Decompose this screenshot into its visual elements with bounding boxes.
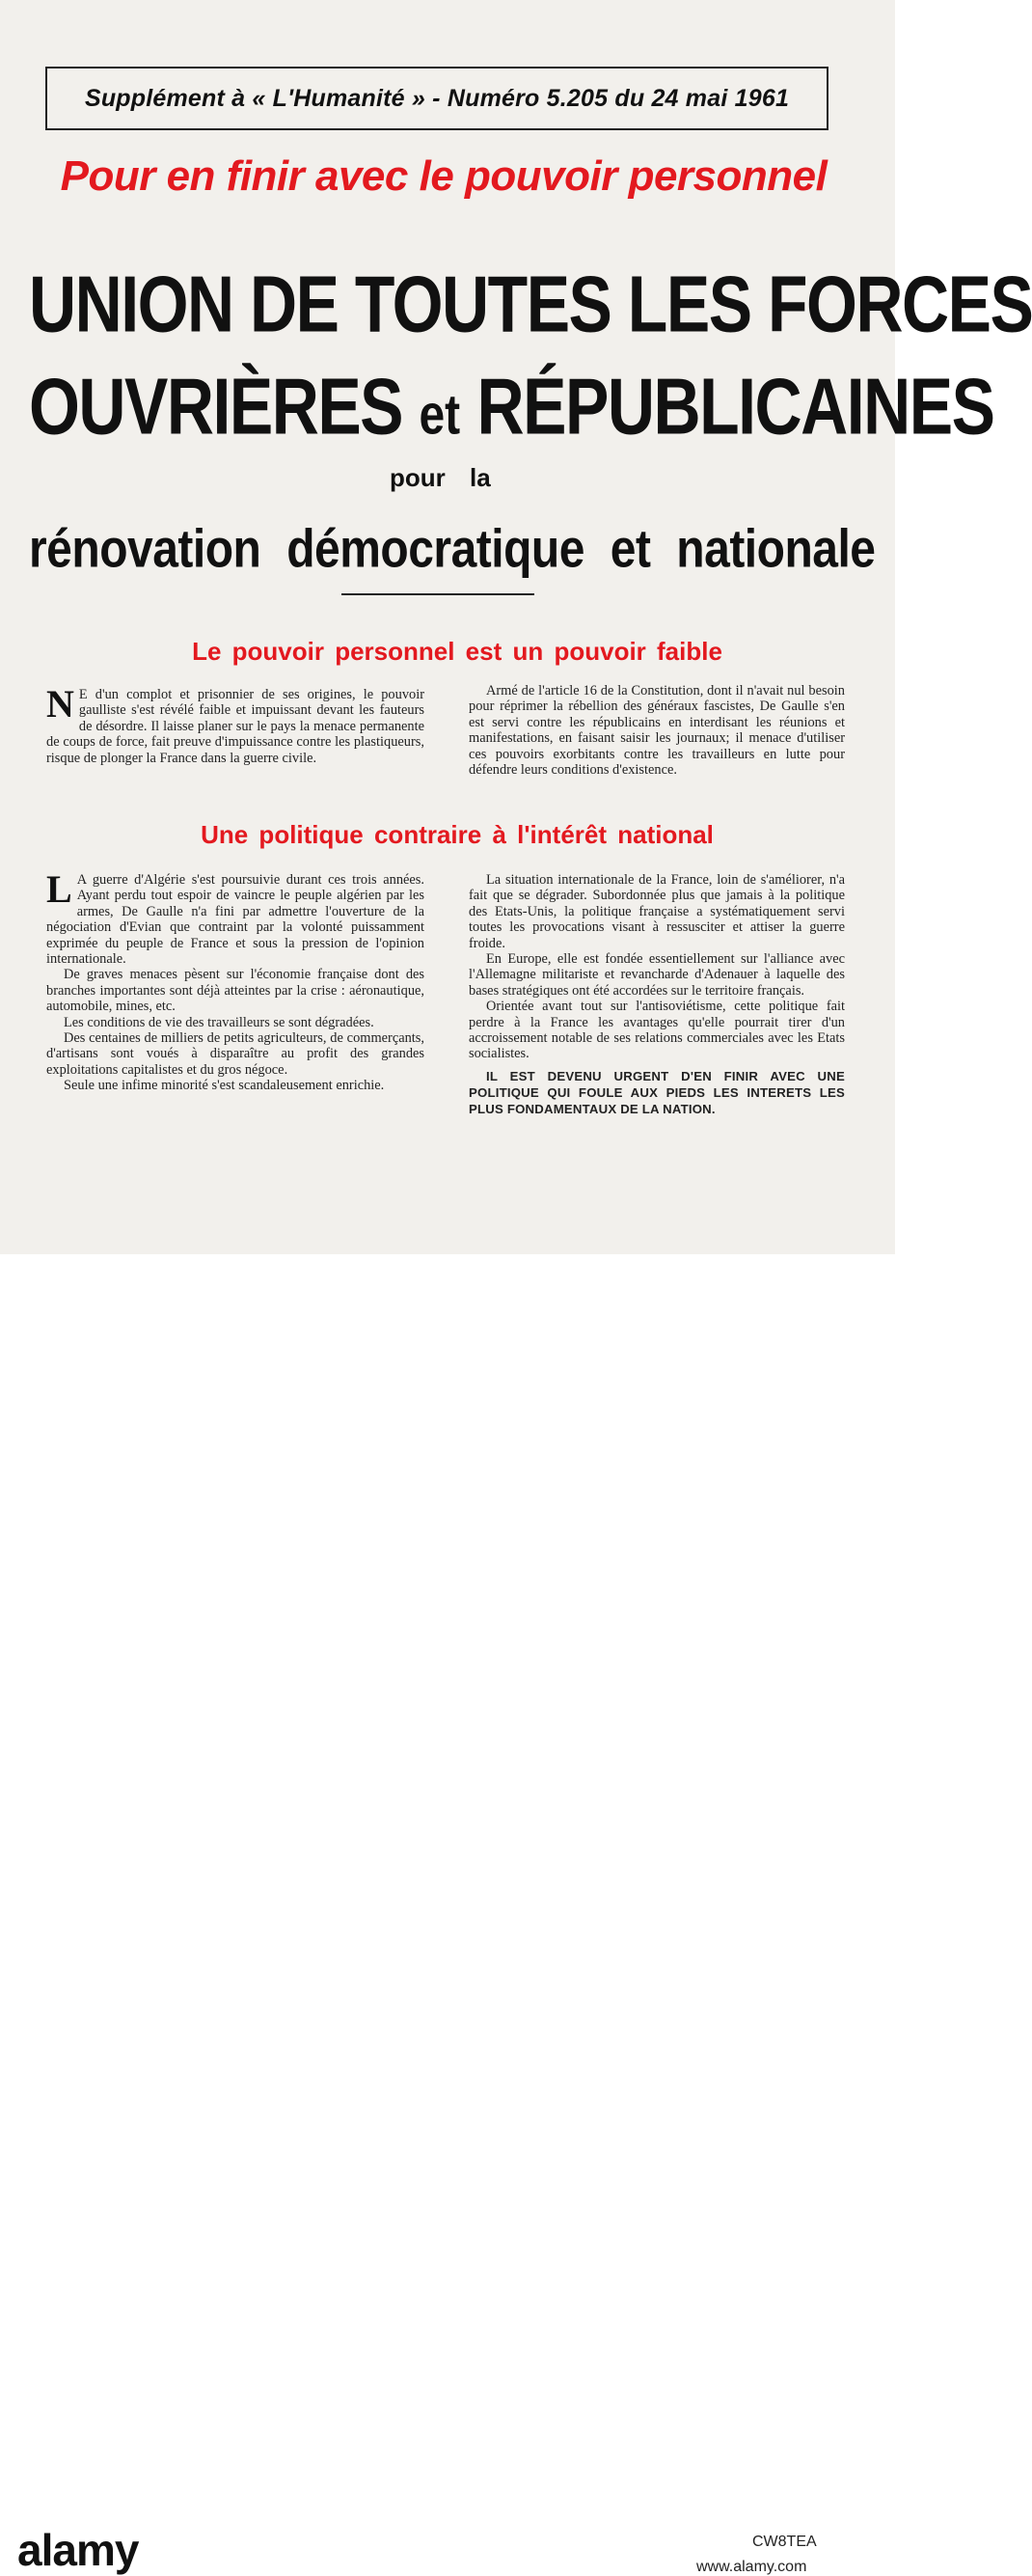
section-1-left-column: [46, 682, 424, 817]
section-2-left-text-1: A guerre d'Algérie s'est poursuivie durant ces trois années. Ayant perdu tout espoir de vaincre le peuple algérien par les armes, De Gaulle n'a fini par admettre l'ouverture de la négociation d'Evian que contraint par la volonté puissamment exprimée du peuple de France et sous la pression de l'opinion internationale.: [46, 872, 424, 968]
section-2-left-paragraph-1: [46, 867, 424, 968]
watermark-logo: alamy: [17, 2525, 139, 2575]
dropcap-n: N: [46, 682, 74, 726]
section-2-right-column: [469, 872, 845, 1177]
section-2-left-paragraph-3: Les conditions de vie des travailleurs se sont dégradées.: [64, 1014, 374, 1030]
newspaper-page: [0, 0, 1032, 1254]
divider-rule: [341, 593, 534, 595]
headline-ouvrieres: OUVRIÈRES: [29, 362, 403, 452]
section-2-left-paragraph-4: Des centaines de milliers de petits agriculteurs, de commerçants, d'artisans sont voués à disparaître au profit des grandes exploitations capitalistes et du gros négoce.: [46, 1030, 424, 1078]
headline-line-3: rénovation démocratique et nationale: [29, 520, 876, 580]
supplement-box: [45, 67, 828, 130]
dropcap-l: L: [46, 867, 72, 911]
section-2-left-paragraph-2: De graves menaces pèsent sur l'économie française dont des branches importantes sont déjà atteintes par la crise : aéronautique, automobile, mines, etc.: [46, 967, 424, 1015]
headline-republicaines: RÉPUBLICAINES: [476, 362, 994, 452]
headline-line-2: [29, 361, 994, 452]
section-1-title: Le pouvoir personnel est un pouvoir faible: [192, 637, 722, 666]
section-2-title: Une politique contraire à l'intérêt national: [201, 820, 714, 849]
headline-pour-la: pour la: [390, 463, 491, 492]
section-2-right-paragraph-2: En Europe, elle est fondée essentiellement sur l'alliance avec l'Allemagne militariste et revancharde d'Adenauer à laquelle des bases stratégiques ont été accordées sur le territoire français.: [469, 951, 845, 999]
section-2-conclusion: IL EST DEVENU URGENT D'EN FINIR AVEC UNE POLITIQUE QUI FOULE AUX PIEDS LES INTERETS LES PLUS FONDAMENTAUX DE LA NATION.: [469, 1068, 845, 1116]
section-1-left-paragraph: [46, 682, 424, 766]
watermark-code: CW8TEA: [752, 2534, 817, 2550]
section-1-right-column: [469, 683, 845, 813]
section-2-left-paragraph-5: Seule une infime minorité s'est scandaleusement enrichie.: [64, 1078, 385, 1094]
supplement-text: Supplément à « L'Humanité » - Numéro 5.205 du 24 mai 1961: [84, 84, 790, 112]
watermark-bar: [0, 1254, 895, 2575]
section-2-right-paragraph-3: Orientée avant tout sur l'antisoviétisme, cette politique fait perdre à la France les avantages qu'elle pourrait tirer d'un accroissement notable de ses relations commerciales avec les Etats socialistes.: [469, 999, 845, 1062]
headline-et: et: [419, 384, 461, 448]
section-2-right-paragraph-1: La situation internationale de la France, loin de s'améliorer, n'a fait que se dégrader. Subordonnée plus que jamais à la politique des Etats-Unis, la politique française a systématiquement servi toutes les provocations visant à ressusciter et attiser la guerre froide.: [469, 872, 845, 951]
headline-line-1: UNION DE TOUTES LES FORCES: [29, 260, 1032, 349]
section-1-left-text: E d'un complot et prisonnier de ses origines, le pouvoir gaulliste s'est révélé faible et impuissant devant les fauteurs de désordre. Il laisse planer sur le pays la menace permanente de coups de force, fait preuve d'impuissance contre les plastiqueurs, risque de plonger la France dans la guerre civile.: [46, 687, 424, 766]
section-1-right-paragraph: Armé de l'article 16 de la Constitution, dont il n'avait nul besoin pour réprimer la rébellion des généraux fascistes, De Gaulle s'en est servi contre les républicains en interdisant les réunions et manifestations, en faisant saisir les journaux; il menace d'utiliser ces pouvoirs exorbitants contre les travailleurs en lutte pour défendre leurs conditions d'existence.: [469, 683, 845, 779]
section-2-left-column: [46, 867, 424, 1177]
headline-kicker: Pour en finir avec le pouvoir personnel: [60, 152, 828, 200]
watermark-url: www.alamy.com: [696, 2559, 807, 2575]
